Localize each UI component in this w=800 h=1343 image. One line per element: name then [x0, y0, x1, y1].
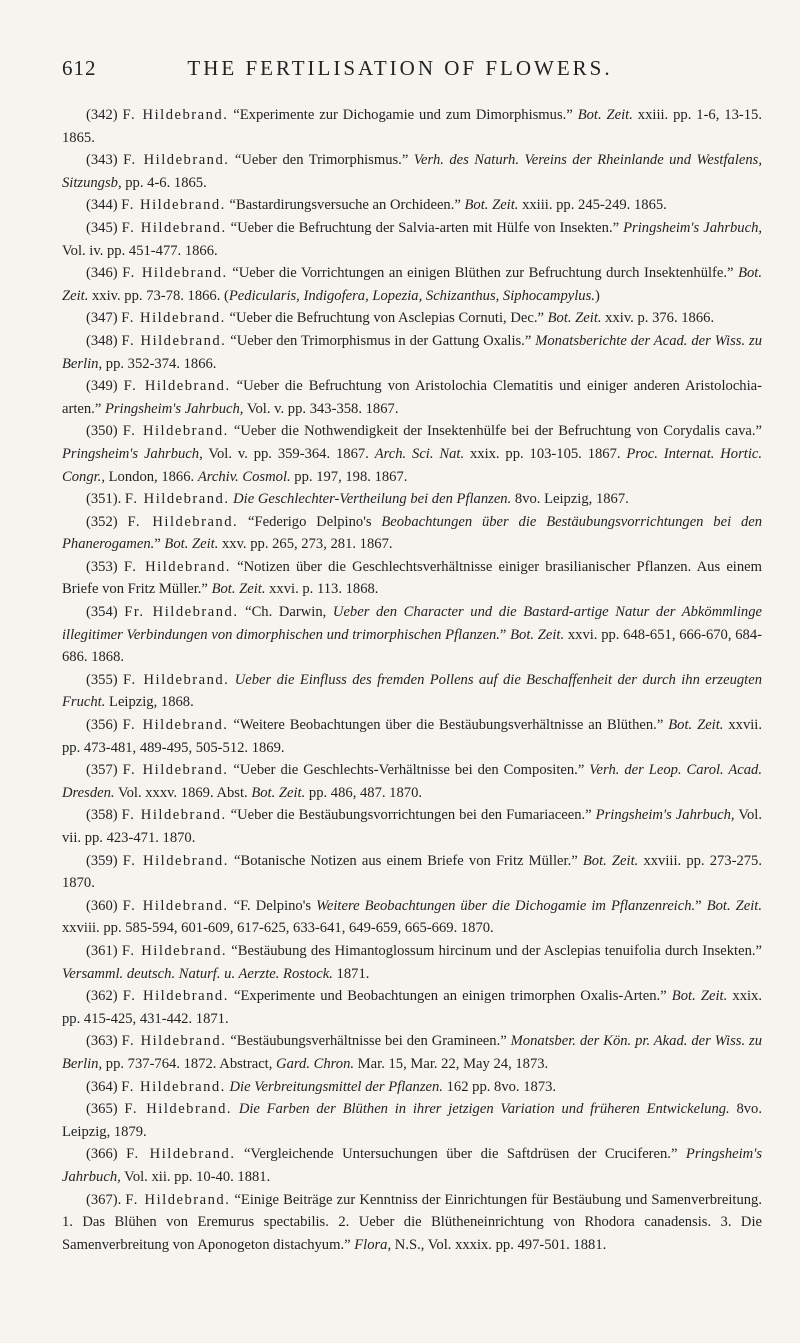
entry-italic-text: Die Geschlechter-Vertheilung bei den Pflanzen. — [233, 491, 512, 508]
entry-text: ) — [594, 287, 600, 304]
entry-text: N.S., Vol. xxxix. pp. 497-501. 1881. — [391, 1236, 607, 1253]
entry-author: F. Hildebrand. — [124, 491, 230, 508]
entry-text: pp. 4-6. 1865. — [121, 174, 207, 191]
entry-number: (364) — [86, 1078, 118, 1095]
bibliography-entry — [62, 1143, 762, 1188]
entry-italic-text: Pringsheim's Jahrbuch, — [595, 807, 735, 824]
entry-author: Fr. Hildebrand. — [124, 604, 239, 621]
entry-author: F. Hildebrand. — [122, 423, 229, 440]
entry-italic-text: Beobachtungen über die Bestäubungsvorrichtungen bei den Phanerogamen. — [62, 513, 763, 553]
entry-italic-text: Bot. Zeit. — [251, 784, 306, 801]
entry-text: pp. 737-764. 1872. Abstract, — [102, 1055, 277, 1072]
entry-italic-text: Flora, — [354, 1236, 392, 1253]
entry-author: F. Hildebrand. — [121, 197, 226, 214]
bibliography-list — [62, 104, 762, 1256]
bibliography-entry — [62, 488, 762, 511]
entry-text: xxvi. pp. 648-651, 666-670, 684-686. 1868. — [62, 626, 762, 666]
entry-italic-text: Bot. Zeit. — [671, 988, 728, 1005]
bibliography-entry — [62, 895, 762, 940]
entry-text: 8vo. Leipzig, 1867. — [511, 491, 629, 508]
entry-text: xxix. pp. 103-105. 1867. — [464, 445, 627, 462]
entry-number: (367). — [86, 1191, 122, 1208]
entry-italic-text: Die Verbreitungsmittel der Pflanzen. — [229, 1078, 443, 1095]
entry-text: “Experimente und Beobachtungen an einigen trimorphen Oxalis-Arten.” — [228, 988, 672, 1005]
entry-italic-text: Bot. Zeit. — [464, 197, 519, 214]
entry-author: F. Hildebrand. — [122, 988, 229, 1005]
entry-text: “Vergleichende Untersuchungen über die Saftdrüsen der Cruciferen.” — [235, 1146, 686, 1163]
entry-italic-text: Monatsberichte der Acad. der Wiss. zu Berlin, — [62, 332, 762, 372]
entry-italic-text: Bot. Zeit. — [164, 536, 219, 553]
entry-number: (360) — [86, 897, 118, 914]
entry-text: “Ueber die Vorrichtungen an einigen Blüthen zur Befruchtung durch Insektenhülfe.” — [227, 265, 739, 282]
entry-text: ” — [154, 536, 165, 553]
entry-author: F. Hildebrand. — [121, 310, 226, 327]
entry-number: (344) — [86, 197, 118, 214]
entry-italic-text: Ueber die Einfluss des fremden Pollens auf die Beschaffenheit der durch ihn erzeugten Frucht. — [62, 671, 763, 711]
entry-number: (345) — [86, 219, 118, 236]
entry-text: “Experimente zur Dichogamie und zum Dimorphismus.” — [228, 107, 578, 123]
entry-italic-text: Pedicularis, Indigofera, Lopezia, Schizanthus, Siphocampylus. — [228, 287, 595, 304]
entry-author: F. Hildebrand. — [123, 671, 230, 688]
bibliography-entry — [62, 330, 762, 375]
bibliography-entry — [62, 940, 762, 985]
entry-text: “Ch. Darwin, — [238, 604, 333, 621]
bibliography-entry — [62, 194, 762, 217]
entry-text: “Einige Beiträge zur Kenntniss der Einrichtungen für Bestäubung und Samenverbreitung. 1. Das Blühen von Eremurus spectabilis. 2. Ueber die Blütheneinrichtung von Rhodora canadensis. 3. Die Samenverbreitung von Aponogeton distachyum.” — [62, 1191, 762, 1253]
entry-text: “Ueber die Befruchtung von Asclepias Cornuti, Dec.” — [225, 310, 548, 327]
entry-text: 162 pp. 8vo. 1873. — [442, 1078, 557, 1095]
bibliography-entry — [62, 850, 762, 895]
bibliography-entry — [62, 307, 762, 330]
bibliography-entry — [62, 1189, 762, 1257]
entry-author: F. Hildebrand. — [121, 332, 227, 349]
bibliography-entry — [62, 601, 762, 669]
entry-number: (348) — [86, 332, 118, 349]
entry-text: “Ueber den Trimorphismus in der Gattung Oxalis.” — [226, 332, 536, 349]
entry-number: (353) — [86, 558, 118, 575]
entry-italic-text: Ueber den Character und die Bastard-artige Natur der Abkömmlinge illegitimer Verbindungen von dimorphischen und trimorphischen Pflanzen. — [62, 604, 762, 643]
bibliography-entry — [62, 262, 762, 307]
entry-author: F. Hildebrand. — [126, 1146, 236, 1163]
entry-text: “Ueber die Nothwendigkeit der Insektenhülfe bei der Befruchtung von Corydalis cava.” — [228, 423, 762, 440]
entry-author: F. Hildebrand. — [121, 219, 227, 236]
entry-number: (354) — [86, 604, 118, 621]
entry-author: F. Hildebrand. — [124, 1101, 233, 1118]
bibliography-entry — [62, 420, 762, 488]
page-number: 612 — [62, 56, 97, 80]
entry-text: “Federigo Delpino's — [238, 513, 382, 530]
entry-italic-text: Bot. Zeit. — [211, 581, 266, 598]
bibliography-entry — [62, 714, 762, 759]
bibliography-entry — [62, 1030, 762, 1075]
entry-text: 8vo. Leipzig, 1879. — [62, 1101, 762, 1140]
entry-text: pp. 197, 198. 1867. — [290, 468, 408, 485]
entry-italic-text: Bot. Zeit. — [577, 107, 633, 123]
entry-italic-text: Monatsber. der Kön. pr. Akad. der Wiss. zu Berlin, — [62, 1033, 763, 1072]
bibliography-entry — [62, 1098, 762, 1143]
entry-text: xxiv. p. 376. 1866. — [601, 310, 715, 327]
entry-text: Vol. v. pp. 343-358. 1867. — [243, 400, 399, 417]
entry-number: (357) — [86, 762, 118, 779]
entry-text: “Botanische Notizen aus einem Briefe von Fritz Müller.” — [228, 852, 583, 869]
entry-text: “Weitere Beobachtungen über die Bestäubungsverhältnisse an Blüthen.” — [228, 717, 669, 734]
entry-text: 1871. — [332, 965, 370, 982]
entry-text: xxviii. pp. 585-594, 601-609, 617-625, 633-641, 649-659, 665-669. 1870. — [62, 920, 494, 937]
entry-author: F. Hildebrand. — [122, 897, 229, 914]
entry-author: F. Hildebrand. — [122, 717, 229, 734]
entry-text: Vol. vii. pp. 423-471. 1870. — [62, 807, 763, 846]
entry-italic-text: Pringsheim's Jahrbuch, — [104, 400, 244, 417]
entry-text: ” — [499, 626, 511, 643]
entry-number: (342) — [86, 107, 118, 123]
bibliography-entry — [62, 149, 762, 194]
entry-text: Mar. 15, Mar. 22, May 24, 1873. — [354, 1055, 549, 1072]
entry-text: xxvii. pp. 473-481, 489-495, 505-512. 1869. — [62, 717, 763, 756]
entry-number: (365) — [86, 1101, 118, 1118]
bibliography-entry — [62, 375, 762, 420]
entry-text: “Bestäubung des Himantoglossum hircinum und der Asclepias tenuifolia durch Insekten.” — [227, 942, 762, 959]
page-header — [0, 56, 800, 88]
entry-text: pp. 352-374. 1866. — [102, 355, 217, 372]
entry-number: (349) — [86, 378, 118, 395]
entry-text: Vol. xii. pp. 10-40. 1881. — [120, 1168, 271, 1185]
entry-number: (352) — [86, 513, 118, 530]
bibliography-entry — [62, 759, 762, 804]
entry-text: xxviii. pp. 273-275. 1870. — [62, 852, 763, 892]
entry-author: F. Hildebrand. — [123, 378, 231, 395]
entry-italic-text: Pringsheim's Jahrbuch, — [623, 219, 763, 236]
entry-italic-text: Bot. Zeit. — [547, 310, 602, 327]
entry-text: xxiv. pp. 73-78. 1866. ( — [88, 287, 229, 304]
entry-number: (366) — [86, 1146, 118, 1163]
entry-number: (355) — [86, 671, 118, 688]
entry-author: F. Hildebrand. — [121, 1033, 227, 1050]
entry-italic-text: Bot. Zeit. — [510, 626, 565, 643]
entry-italic-text: Pringsheim's Jahrbuch, — [62, 1146, 763, 1185]
entry-author: F. Hildebrand. — [125, 1191, 231, 1208]
entry-number: (356) — [86, 717, 118, 734]
entry-author: F. Hildebrand. — [123, 558, 231, 575]
entry-italic-text: Archiv. Cosmol. — [197, 468, 291, 485]
entry-text — [232, 1101, 239, 1117]
entry-author: F. Hildebrand. — [121, 807, 227, 824]
bibliography-entry — [62, 217, 762, 262]
entry-italic-text: Proc. Internat. Hortic. Congr., — [62, 445, 763, 485]
entry-number: (351). — [86, 491, 122, 508]
entry-italic-text: Gard. Chron. — [276, 1055, 355, 1072]
entry-author: F. Hildebrand. — [121, 942, 228, 959]
entry-text: London, 1866. — [104, 468, 198, 485]
entry-italic-text: Pringsheim's Jahrbuch, — [62, 445, 203, 462]
entry-text: xxvi. p. 113. 1868. — [265, 581, 379, 598]
running-title: THE FERTILISATION OF FLOWERS. — [187, 56, 613, 80]
entry-italic-text: Bot. Zeit. — [582, 852, 639, 869]
bibliography-entry — [62, 556, 762, 601]
entry-italic-text: Weitere Beobachtungen über die Dichogamie im Pflanzenreich. — [316, 897, 696, 914]
entry-text: Vol. v. pp. 359-364. 1867. — [202, 445, 375, 462]
entry-italic-text: Bot. Zeit. — [62, 265, 763, 304]
bibliography-entry — [62, 104, 762, 149]
entry-number: (359) — [86, 852, 118, 869]
entry-number: (358) — [86, 807, 118, 824]
entry-text: “Bastardirungsversuche an Orchideen.” — [225, 197, 465, 214]
entry-author: F. Hildebrand. — [127, 513, 239, 530]
entry-author: F. Hildebrand. — [123, 152, 230, 169]
entry-italic-text: Bot. Zeit. — [668, 717, 724, 734]
bibliography-entry — [62, 1076, 762, 1099]
entry-text: Leipzig, 1868. — [105, 694, 194, 711]
bibliography-entry — [62, 511, 762, 556]
entry-text: xxiii. pp. 1-6, 13-15. 1865. — [62, 107, 762, 146]
entry-text: “Ueber die Geschlechts-Verhältnisse bei den Compositen.” — [228, 762, 590, 779]
entry-italic-text: Verh. des Naturh. Vereins der Rheinlande und Westfalens, Sitzungsb, — [62, 152, 762, 191]
entry-author: F. Hildebrand. — [121, 1078, 226, 1095]
entry-text: “Ueber die Bestäubungsvorrichtungen bei den Fumariaceen.” — [226, 807, 596, 824]
bibliography-entry — [62, 985, 762, 1030]
entry-italic-text: Versamml. deutsch. Naturf. u. Aerzte. Rostock. — [62, 965, 333, 982]
entry-italic-text: Die Farben der Blüthen in ihrer jetzigen Variation und früheren Entwickelung. — [238, 1101, 730, 1118]
entry-number: (361) — [86, 942, 118, 959]
entry-author: F. Hildebrand. — [122, 762, 229, 779]
entry-number: (346) — [86, 265, 118, 282]
entry-number: (347) — [86, 310, 118, 327]
entry-author: F. Hildebrand. — [122, 852, 229, 869]
bibliography-entry — [62, 804, 762, 849]
entry-italic-text: Bot. Zeit. — [706, 897, 762, 914]
entry-text: Vol. iv. pp. 451-477. 1866. — [62, 242, 218, 259]
entry-text: xxiii. pp. 245-249. 1865. — [518, 197, 667, 214]
entry-text: “Bestäubungsverhältnisse bei den Gramineen.” — [226, 1033, 511, 1050]
entry-number: (363) — [86, 1033, 118, 1050]
bibliography-entry — [62, 669, 762, 714]
entry-text: “F. Delpino's — [228, 897, 317, 914]
entry-author: F. Hildebrand. — [122, 107, 229, 123]
entry-text: xxv. pp. 265, 273, 281. 1867. — [218, 536, 393, 553]
entry-text: “Ueber den Trimorphismus.” — [229, 152, 414, 169]
entry-author: F. Hildebrand. — [122, 265, 228, 282]
entry-text: “Notizen über die Geschlechtsverhältnisse einiger brasilianischer Pflanzen. Aus einem Briefe von Fritz Müller.” — [62, 558, 762, 598]
entry-text: ” — [695, 897, 707, 914]
entry-text: Vol. xxxv. 1869. Abst. — [114, 784, 252, 801]
entry-text: “Ueber die Befruchtung von Aristolochia Clematitis und einiger anderen Aristolochia-arten.” — [62, 378, 762, 417]
entry-text: xxix. pp. 415-425, 431-442. 1871. — [62, 988, 762, 1027]
entry-number: (362) — [86, 988, 118, 1005]
entry-italic-text: Arch. Sci. Nat. — [374, 445, 465, 462]
entry-number: (343) — [86, 152, 118, 169]
entry-text: “Ueber die Befruchtung der Salvia-arten mit Hülfe von Insekten.” — [226, 219, 624, 236]
entry-text: pp. 486, 487. 1870. — [305, 784, 423, 801]
entry-italic-text: Verh. der Leop. Carol. Acad. Dresden. — [62, 762, 763, 801]
entry-number: (350) — [86, 423, 118, 440]
